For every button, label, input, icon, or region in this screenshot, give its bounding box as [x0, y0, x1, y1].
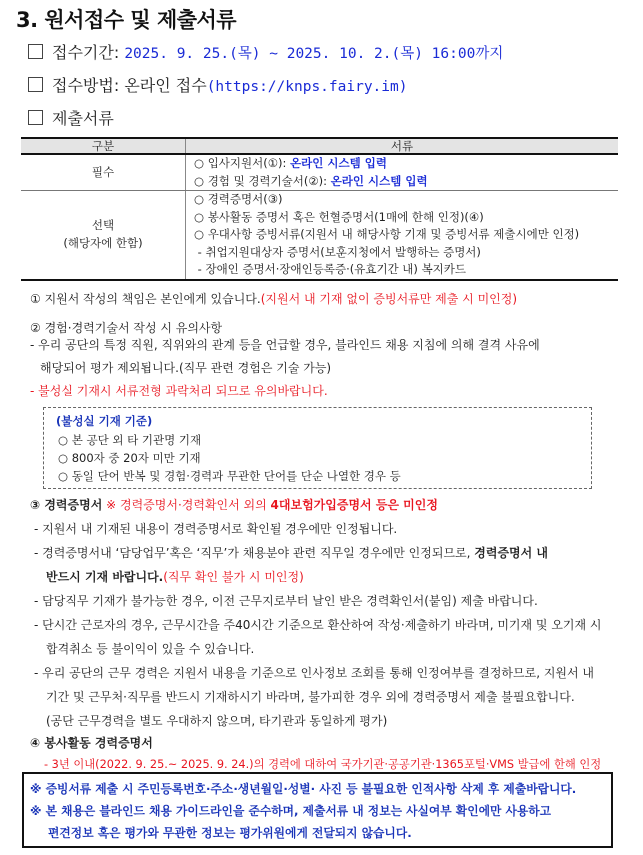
period-value: 2025. 9. 25.(목) ~ 2025. 10. 2.(목) 16:00까지	[124, 46, 504, 62]
table-header-documents: 서류	[186, 138, 619, 154]
doc-item-highlight: 온라인 시스템 입력	[330, 173, 428, 188]
table-header-category: 구분	[21, 138, 186, 154]
section-title: 3. 원서접수 및 제출서류	[16, 8, 237, 32]
doc-item: - 장애인 증명서·장애인등록증·(유효기간 내) 복지카드	[194, 262, 466, 276]
documents-table	[21, 137, 618, 281]
method-value: 온라인 접수	[124, 76, 207, 95]
note-4-warning: - 3년 이내(2022. 9. 25.~ 2025. 9. 24.)의 경력에 대하여 국가기관·공공기관·1365포털·VMS 발급에 한해 인정	[44, 758, 602, 771]
checklist-item-documents	[28, 106, 114, 129]
note-3-title: ③ 경력증명서	[30, 498, 103, 512]
notice-line: ※ 본 채용은 블라인드 채용 가이드라인을 준수하며, 제출서류 내 정보는 사실여부 확인에만 사용하고	[30, 804, 552, 818]
doc-item: ○ 입사지원서(①):	[194, 156, 291, 170]
criteria-item: ○ 800자 중 20자 미만 기재	[58, 451, 201, 465]
category-cell: 필수	[21, 154, 186, 191]
note-3-line: - 지원서 내 기재된 내용이 경력증명서로 확인될 경우에만 인정됩니다.	[34, 522, 398, 536]
table-row-optional	[21, 191, 618, 280]
doc-item-highlight: 온라인 시스템 입력	[290, 156, 387, 170]
doc-item: ○ 경험 및 경력기술서(②):	[194, 173, 331, 188]
note-1-text: ① 지원서 작성의 책임은 본인에게 있습니다.	[30, 292, 261, 306]
note-2-line: - 우리 공단의 특정 직원, 직위와의 관계 등을 언급할 경우, 블라인드 채용 지침에 의해 결격 사유에	[30, 338, 540, 352]
documents-label: 제출서류	[52, 109, 114, 128]
checklist-item-method	[28, 73, 407, 96]
notice-line: ※ 증빙서류 제출 시 주민등록번호·주소·생년월일·성별· 사진 등 불필요한 인적사항 삭제 후 제출바랍니다.	[30, 782, 577, 796]
doc-item: ○ 경력증명서(③)	[194, 192, 283, 206]
note-3-warning: (직무 확인 불가 시 미인정)	[163, 570, 304, 584]
note-3-line	[46, 568, 304, 585]
table-row-required	[21, 154, 618, 191]
checkbox-icon	[28, 44, 43, 59]
note-3-line: 합격취소 등 불이익이 있을 수 있습니다.	[46, 642, 255, 656]
note-2-line: 해당되어 평가 제외됩니다.(직무 관련 경험은 기술 가능)	[40, 361, 332, 375]
category-sublabel: (해당자에 한함)	[63, 235, 143, 250]
note-3-heading	[30, 496, 438, 513]
documents-cell	[186, 154, 619, 191]
note-3-text: - 경력증명서내 ‘담당업무’혹은 ‘직무’가 채용분야 관련 직무일 경우에만 인정되므로,	[34, 546, 475, 560]
notice-line: 편견정보 혹은 평가와 무관한 정보는 평가위원에게 전달되지 않습니다.	[48, 826, 412, 840]
method-label: 접수방법:	[52, 76, 120, 95]
note-2-warning: - 불성실 기재시 서류전형 과락처리 되므로 유의바랍니다.	[30, 384, 328, 398]
criteria-item: ○ 동일 단어 반복 및 경험·경력과 무관한 단어를 단순 나열한 경우 등	[58, 469, 401, 483]
criteria-item: ○ 본 공단 외 타 기관명 기재	[58, 433, 202, 447]
category-cell	[21, 191, 186, 280]
criteria-box	[43, 407, 592, 489]
note-1-warning: (지원서 내 기재 없이 증빙서류만 제출 시 미인정)	[260, 292, 518, 306]
checkbox-icon	[28, 77, 43, 92]
checklist-item-period	[28, 40, 503, 63]
note-3-line: (공단 근무경력을 별도 우대하지 않으며, 타기관과 동일하게 평가)	[46, 714, 388, 728]
criteria-title: (불성실 기재 기준)	[56, 414, 153, 428]
doc-item: - 취업지원대상자 증명서(보훈지청에서 발행하는 증명서)	[194, 244, 481, 259]
note-4-heading: ④ 봉사활동 경력증명서	[30, 736, 153, 750]
documents-cell	[186, 191, 619, 280]
note-3-line: - 담당직무 기재가 불가능한 경우, 이전 근무지로부터 날인 받은 경력확인서(붙임) 제출 바랍니다.	[34, 594, 538, 608]
doc-item: ○ 봉사활동 증명서 혹은 헌혈증명서(1매에 한해 인정)(④)	[194, 209, 484, 224]
note-3-line: - 우리 공단의 근무 경력은 지원서 내용을 기준으로 인사정보 조회를 통해 인정여부를 결정하므로, 지원서 내	[34, 666, 595, 680]
note-3-warning-bold: 4대보험가입증명서 등은 미인정	[270, 498, 438, 512]
note-3-line: - 단시간 근로자의 경우, 근무시간을 주40시간 기준으로 환산하여 작성·제출하기 바라며, 미기재 및 오기재 시	[34, 618, 602, 632]
note-3-bold: 경력증명서 내	[474, 546, 549, 560]
method-link[interactable]: (https://knps.fairy.im)	[206, 79, 408, 95]
checkbox-icon	[28, 110, 43, 125]
category-label: 선택	[91, 218, 115, 233]
note-1	[30, 290, 517, 307]
notice-box	[22, 772, 613, 848]
note-3-bold: 반드시 기재 바랍니다.	[46, 570, 164, 584]
period-label: 접수기간:	[52, 43, 120, 62]
note-3-line: 기간 및 근무처·직무를 반드시 기재하시기 바라며, 불가피한 경우 외에 경력증명서 제출 불필요합니다.	[46, 690, 575, 704]
doc-item: ○ 우대사항 증빙서류(지원서 내 해당사항 기재 및 증빙서류 제출시에만 인정)	[194, 227, 580, 241]
note-3-line	[34, 544, 548, 561]
note-2-heading: ② 경험·경력기술서 작성 시 유의사항	[30, 321, 223, 335]
note-3-warning: ※ 경력증명서·경력확인서 외의	[102, 498, 271, 512]
